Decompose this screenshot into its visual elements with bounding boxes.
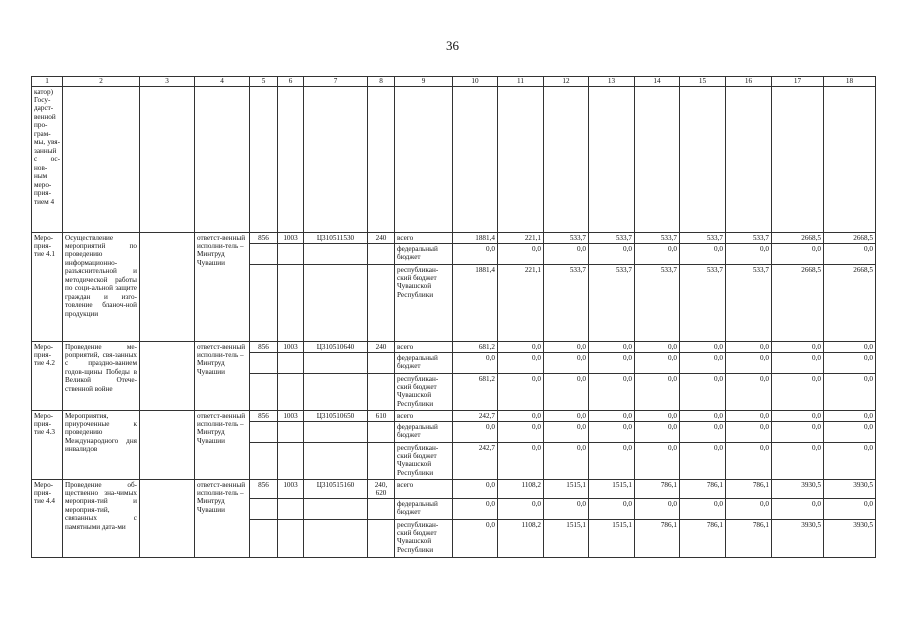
year-value: 0,0	[589, 353, 635, 374]
year-value: 0,0	[453, 499, 498, 520]
grbs-code	[250, 499, 278, 520]
year-value: 0,0	[726, 499, 772, 520]
rzpr-code: 1003	[278, 342, 304, 353]
measure-row	[32, 411, 876, 422]
responsible-executor: ответст-венный исполни-тель – Минтруд Чувашии	[195, 342, 250, 411]
vr-code	[368, 244, 395, 265]
csr-code: Ц310515160	[304, 480, 368, 499]
year-value: 242,7	[453, 411, 498, 422]
column-number-11: 11	[498, 77, 544, 87]
column-number-6: 6	[278, 77, 304, 87]
year-value: 1881,4	[453, 233, 498, 244]
year-value: 221,1	[498, 233, 544, 244]
vr-code	[368, 374, 395, 411]
year-value: 533,7	[544, 233, 589, 244]
year-value: 0,0	[824, 411, 876, 422]
grbs-code: 856	[250, 411, 278, 422]
grbs-code: 856	[250, 480, 278, 499]
year-value: 0,0	[824, 244, 876, 265]
vr-code: 240, 620	[368, 480, 395, 499]
column-number-16: 16	[726, 77, 772, 87]
column-number-18: 18	[824, 77, 876, 87]
column-number-9: 9	[395, 77, 453, 87]
csr-code	[304, 244, 368, 265]
year-value: 0,0	[726, 422, 772, 443]
year-value: 0,0	[498, 443, 544, 480]
year-value: 0,0	[635, 422, 680, 443]
grbs-code	[250, 244, 278, 265]
column-number-10: 10	[453, 77, 498, 87]
year-value: 786,1	[726, 480, 772, 499]
responsible-executor: ответст-венный исполни-тель – Минтруд Чувашии	[195, 233, 250, 342]
responsible-executor: ответст-венный исполни-тель – Минтруд Чувашии	[195, 480, 250, 558]
csr-code	[304, 499, 368, 520]
rzpr-code	[278, 499, 304, 520]
year-value: 533,7	[680, 233, 726, 244]
rzpr-code	[278, 265, 304, 342]
year-value: 0,0	[498, 374, 544, 411]
year-value: 0,0	[635, 443, 680, 480]
year-value: 0,0	[589, 422, 635, 443]
year-value: 0,0	[772, 374, 824, 411]
year-value: 0,0	[635, 244, 680, 265]
rzpr-code: 1003	[278, 233, 304, 244]
year-value: 0,0	[772, 411, 824, 422]
year-value: 0,0	[635, 499, 680, 520]
funding-source: федеральный бюджет	[395, 422, 453, 443]
rzpr-code: 1003	[278, 411, 304, 422]
year-value: 3930,5	[824, 520, 876, 558]
year-value: 0,0	[824, 422, 876, 443]
column-number-4: 4	[195, 77, 250, 87]
year-value: 0,0	[772, 342, 824, 353]
year-value: 786,1	[635, 520, 680, 558]
year-value: 681,2	[453, 374, 498, 411]
measure-description: Осуществление мероприятий по проведению информационно-разъяснительной и методической работы по соци-альной защите граждан и изго-товление бланоч-ной продукции	[63, 233, 140, 342]
year-value: 0,0	[453, 353, 498, 374]
year-value: 0,0	[589, 244, 635, 265]
year-value: 0,0	[544, 422, 589, 443]
year-value: 681,2	[453, 342, 498, 353]
csr-code	[304, 353, 368, 374]
year-value: 786,1	[680, 520, 726, 558]
year-value: 0,0	[544, 411, 589, 422]
year-value: 0,0	[726, 342, 772, 353]
year-value: 0,0	[453, 480, 498, 499]
year-value: 0,0	[453, 244, 498, 265]
program-table	[31, 76, 876, 558]
year-value: 0,0	[680, 411, 726, 422]
year-value: 0,0	[726, 443, 772, 480]
funding-source: республикан-ский бюджет Чувашской Республики	[395, 443, 453, 480]
year-value: 533,7	[544, 265, 589, 342]
year-value: 0,0	[589, 342, 635, 353]
year-value: 0,0	[680, 342, 726, 353]
year-value: 0,0	[589, 499, 635, 520]
grbs-code	[250, 422, 278, 443]
year-value: 2668,5	[824, 233, 876, 244]
measure-name: Меро-прия-тие 4.4	[32, 480, 63, 558]
column-number-8: 8	[368, 77, 395, 87]
rzpr-code	[278, 422, 304, 443]
rzpr-code	[278, 353, 304, 374]
year-value: 242,7	[453, 443, 498, 480]
year-value: 0,0	[824, 499, 876, 520]
year-value: 0,0	[453, 422, 498, 443]
year-value: 0,0	[544, 353, 589, 374]
measure-name: Меро-прия-тие 4.2	[32, 342, 63, 411]
measure-row	[32, 342, 876, 353]
year-value: 786,1	[680, 480, 726, 499]
csr-code	[304, 443, 368, 480]
csr-code	[304, 374, 368, 411]
measure-row	[32, 480, 876, 499]
grbs-code	[250, 353, 278, 374]
grbs-code	[250, 520, 278, 558]
year-value: 0,0	[589, 443, 635, 480]
year-value: 533,7	[589, 233, 635, 244]
coexecutor-cell	[140, 233, 195, 342]
continuation-row	[32, 87, 876, 233]
year-value: 0,0	[635, 374, 680, 411]
csr-code: Ц310511530	[304, 233, 368, 244]
funding-source: всего	[395, 480, 453, 499]
year-value: 0,0	[635, 353, 680, 374]
year-value: 0,0	[498, 422, 544, 443]
year-value: 786,1	[635, 480, 680, 499]
csr-code: Ц310510650	[304, 411, 368, 422]
year-value: 0,0	[498, 411, 544, 422]
year-value: 1515,1	[544, 520, 589, 558]
funding-source: федеральный бюджет	[395, 244, 453, 265]
column-number-7: 7	[304, 77, 368, 87]
year-value: 0,0	[453, 520, 498, 558]
rzpr-code	[278, 244, 304, 265]
column-number-17: 17	[772, 77, 824, 87]
year-value: 0,0	[589, 411, 635, 422]
year-value: 0,0	[824, 374, 876, 411]
year-value: 0,0	[589, 374, 635, 411]
vr-code	[368, 353, 395, 374]
year-value: 0,0	[772, 443, 824, 480]
year-value: 0,0	[824, 342, 876, 353]
year-value: 0,0	[726, 411, 772, 422]
measure-description: Мероприятия, приуроченные к проведению Международного дня инвалидов	[63, 411, 140, 480]
year-value: 221,1	[498, 265, 544, 342]
vr-code: 610	[368, 411, 395, 422]
page-number: 36	[446, 38, 459, 53]
year-value: 0,0	[635, 411, 680, 422]
grbs-code: 856	[250, 342, 278, 353]
year-value: 2668,5	[824, 265, 876, 342]
indicator-continuation: катор) Госу-дарст-венной про-грам-мы, увя-занный с ос-нов-ным меро-прия-тием 4	[32, 87, 63, 233]
year-value: 1108,2	[498, 480, 544, 499]
year-value: 0,0	[772, 422, 824, 443]
funding-source: всего	[395, 233, 453, 244]
column-number-2: 2	[63, 77, 140, 87]
year-value: 533,7	[680, 265, 726, 342]
vr-code	[368, 520, 395, 558]
year-value: 0,0	[544, 443, 589, 480]
grbs-code	[250, 443, 278, 480]
year-value: 0,0	[680, 443, 726, 480]
year-value: 0,0	[680, 244, 726, 265]
year-value: 1515,1	[589, 480, 635, 499]
year-value: 533,7	[635, 265, 680, 342]
funding-source: всего	[395, 411, 453, 422]
funding-source: всего	[395, 342, 453, 353]
year-value: 0,0	[772, 353, 824, 374]
year-value: 0,0	[544, 342, 589, 353]
year-value: 533,7	[726, 233, 772, 244]
funding-source: республикан-ский бюджет Чувашской Республики	[395, 520, 453, 558]
year-value: 0,0	[544, 244, 589, 265]
year-value: 3930,5	[824, 480, 876, 499]
year-value: 0,0	[772, 244, 824, 265]
year-value: 0,0	[680, 353, 726, 374]
year-value: 0,0	[772, 499, 824, 520]
measure-row	[32, 233, 876, 244]
year-value: 0,0	[498, 499, 544, 520]
year-value: 533,7	[635, 233, 680, 244]
measure-description: Проведение об-щественно зна-чимых мероприя-тий и мероприя-тий, связанных с памятными дата-ми	[63, 480, 140, 558]
year-value: 0,0	[824, 353, 876, 374]
vr-code	[368, 422, 395, 443]
funding-source: федеральный бюджет	[395, 499, 453, 520]
measure-name: Меро-прия-тие 4.3	[32, 411, 63, 480]
year-value: 1881,4	[453, 265, 498, 342]
grbs-code: 856	[250, 233, 278, 244]
vr-code: 240	[368, 233, 395, 244]
year-value: 2668,5	[772, 265, 824, 342]
column-number-13: 13	[589, 77, 635, 87]
coexecutor-cell	[140, 342, 195, 411]
year-value: 2668,5	[772, 233, 824, 244]
year-value: 0,0	[726, 374, 772, 411]
year-value: 533,7	[726, 265, 772, 342]
vr-code	[368, 265, 395, 342]
year-value: 3930,5	[772, 480, 824, 499]
funding-source: республикан-ский бюджет Чувашской Республики	[395, 265, 453, 342]
column-number-1: 1	[32, 77, 63, 87]
year-value: 0,0	[680, 499, 726, 520]
year-value: 0,0	[544, 499, 589, 520]
year-value: 1108,2	[498, 520, 544, 558]
funding-source: федеральный бюджет	[395, 353, 453, 374]
year-value: 3930,5	[772, 520, 824, 558]
funding-source: республикан-ский бюджет Чувашской Республики	[395, 374, 453, 411]
year-value: 0,0	[726, 353, 772, 374]
year-value: 0,0	[726, 244, 772, 265]
responsible-executor: ответст-венный исполни-тель – Минтруд Чувашии	[195, 411, 250, 480]
column-number-5: 5	[250, 77, 278, 87]
column-number-12: 12	[544, 77, 589, 87]
year-value: 1515,1	[544, 480, 589, 499]
rzpr-code	[278, 443, 304, 480]
grbs-code	[250, 265, 278, 342]
vr-code	[368, 499, 395, 520]
year-value: 0,0	[498, 244, 544, 265]
csr-code	[304, 265, 368, 342]
year-value: 786,1	[726, 520, 772, 558]
grbs-code	[250, 374, 278, 411]
column-number-14: 14	[635, 77, 680, 87]
rzpr-code: 1003	[278, 480, 304, 499]
measure-description: Проведение ме-роприятий, свя-занных с праздно-ванием годов-щины Победы в Великой Отече-ственной войне	[63, 342, 140, 411]
year-value: 533,7	[589, 265, 635, 342]
year-value: 1515,1	[589, 520, 635, 558]
column-number-15: 15	[680, 77, 726, 87]
coexecutor-cell	[140, 480, 195, 558]
year-value: 0,0	[635, 342, 680, 353]
coexecutor-cell	[140, 411, 195, 480]
year-value: 0,0	[680, 374, 726, 411]
year-value: 0,0	[680, 422, 726, 443]
vr-code: 240	[368, 342, 395, 353]
csr-code	[304, 520, 368, 558]
measure-name: Меро-прия-тие 4.1	[32, 233, 63, 342]
year-value: 0,0	[544, 374, 589, 411]
column-number-row	[32, 77, 876, 87]
csr-code	[304, 422, 368, 443]
vr-code	[368, 443, 395, 480]
rzpr-code	[278, 374, 304, 411]
column-number-3: 3	[140, 77, 195, 87]
rzpr-code	[278, 520, 304, 558]
year-value: 0,0	[824, 443, 876, 480]
year-value: 0,0	[498, 342, 544, 353]
csr-code: Ц310510640	[304, 342, 368, 353]
year-value: 0,0	[498, 353, 544, 374]
